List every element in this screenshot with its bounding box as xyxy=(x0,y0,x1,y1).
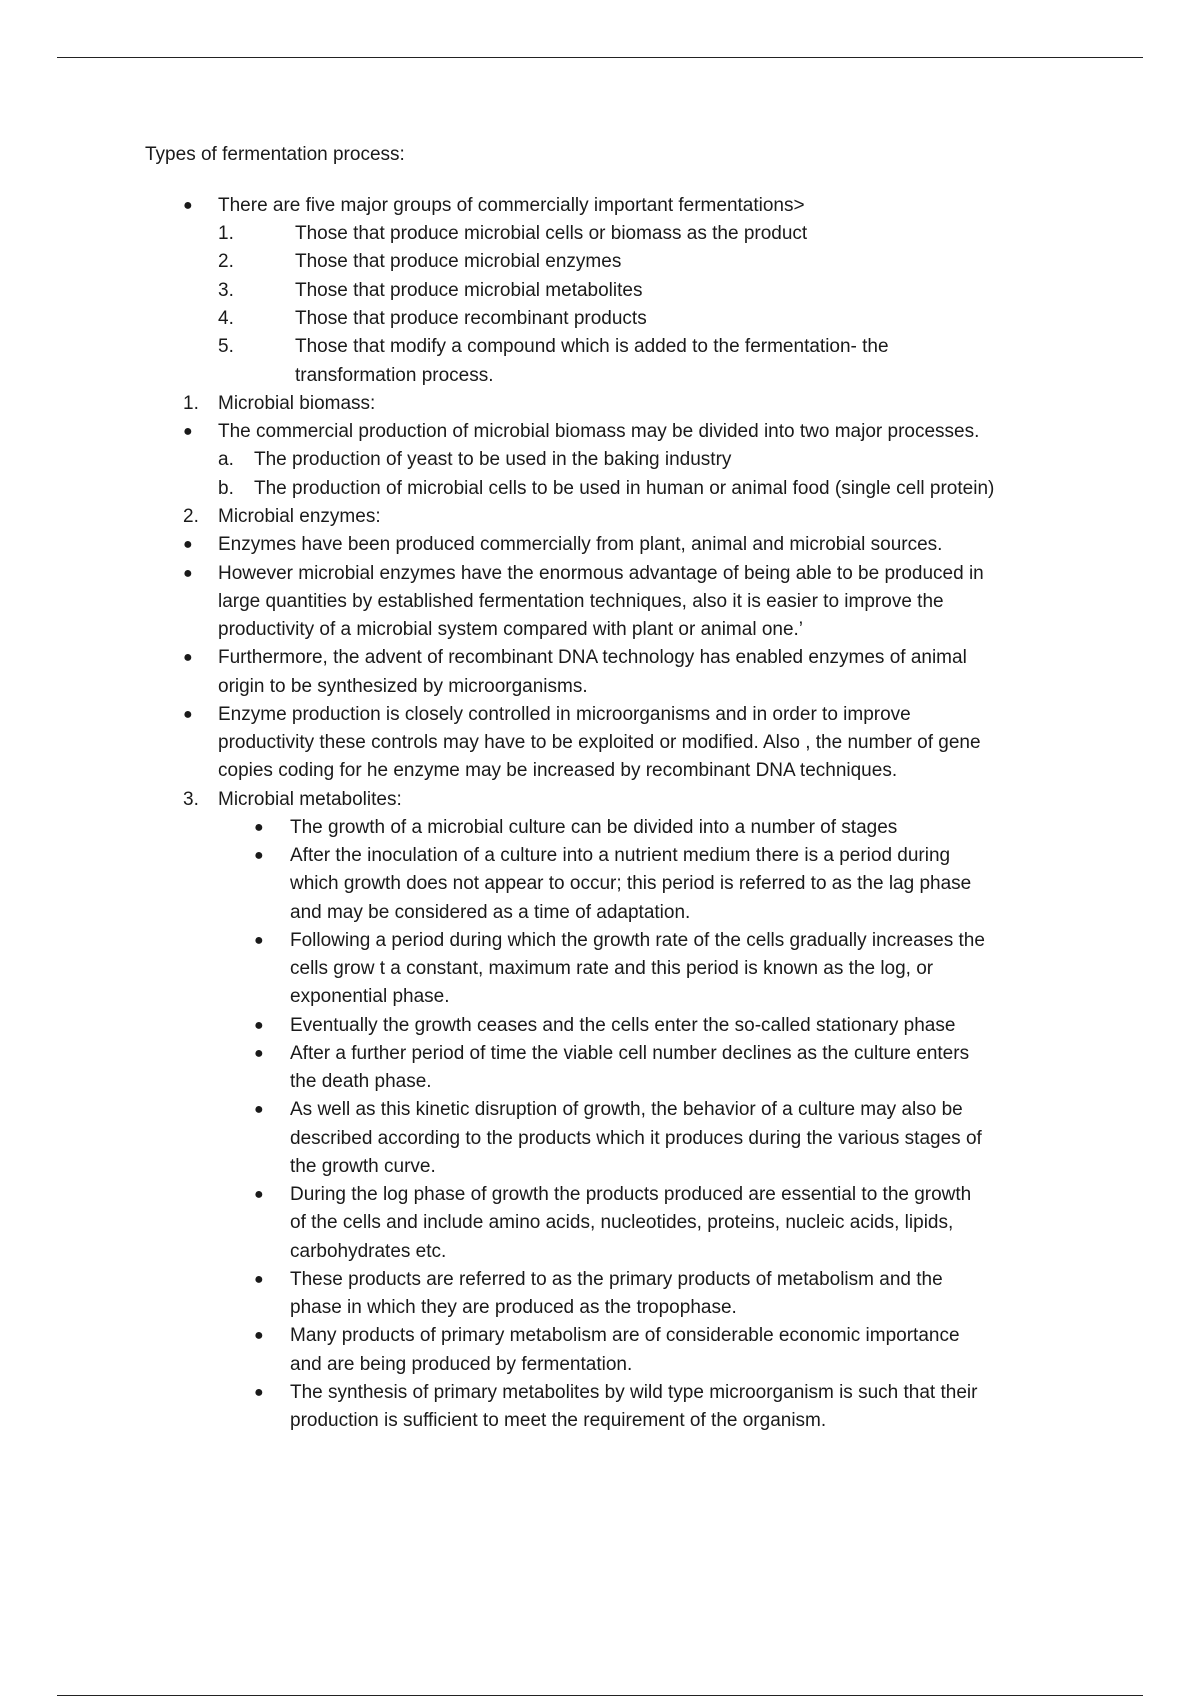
list-item-continuation: carbohydrates etc. xyxy=(290,1241,447,1262)
bullet-icon: ● xyxy=(254,1101,264,1118)
list-item: ● Eventually the growth ceases and the cells enter the so-called stationary phase xyxy=(0,1012,1200,1040)
list-item: 2. Those that produce microbial enzymes xyxy=(218,251,622,272)
list-item: ● As well as this kinetic disruption of growth, the behavior of a culture may also be xyxy=(0,1096,1200,1124)
bullet-icon: ● xyxy=(183,423,193,440)
list-item-continuation: transformation process. xyxy=(295,365,494,386)
section-heading: 1. Microbial biomass: xyxy=(183,393,376,414)
bullet-icon: ● xyxy=(254,1271,264,1288)
list-item: ● After a further period of time the viable cell number declines as the culture enters xyxy=(0,1040,1200,1068)
bullet-icon: ● xyxy=(254,1045,264,1062)
list-item: ● However microbial enzymes have the enormous advantage of being able to be produced in xyxy=(0,560,1200,588)
list-item: ● These products are referred to as the primary products of metabolism and the xyxy=(0,1266,1200,1294)
list-item-continuation: cells grow t a constant, maximum rate and this period is known as the log, or xyxy=(290,958,934,979)
list-item: ● The commercial production of microbial biomass may be divided into two major processes. xyxy=(0,418,1200,446)
list-item-continuation: phase in which they are produced as the tropophase. xyxy=(290,1297,737,1318)
list-item-continuation: productivity of a microbial system compared with plant or animal one.’ xyxy=(218,619,804,640)
list-item: ● The growth of a microbial culture can be divided into a number of stages xyxy=(0,814,1200,842)
list-item: ● Many products of primary metabolism are of considerable economic importance xyxy=(0,1322,1200,1350)
list-item: 3. Those that produce microbial metabolites xyxy=(218,280,643,301)
list-item-continuation: production is sufficient to meet the requirement of the organism. xyxy=(290,1410,827,1431)
list-item: ● During the log phase of growth the products produced are essential to the growth xyxy=(0,1181,1200,1209)
list-item-continuation: the death phase. xyxy=(290,1071,432,1092)
list-item: 1. Those that produce microbial cells or biomass as the product xyxy=(218,223,808,244)
list-item-continuation: and may be considered as a time of adaptation. xyxy=(290,902,691,923)
bullet-icon: ● xyxy=(254,1017,264,1034)
list-item-continuation: origin to be synthesized by microorganisms. xyxy=(218,676,588,697)
list-item: ● Enzyme production is closely controlled in microorganisms and in order to improve xyxy=(0,701,1200,729)
list-item: a. The production of yeast to be used in the baking industry xyxy=(218,449,732,470)
list-item: 5. Those that modify a compound which is added to the fermentation- the xyxy=(218,336,889,357)
list-item: 4. Those that produce recombinant products xyxy=(218,308,647,329)
list-item-continuation: copies coding for he enzyme may be increased by recombinant DNA techniques. xyxy=(218,760,898,781)
bullet-icon: ● xyxy=(183,197,193,214)
bullet-icon: ● xyxy=(254,932,264,949)
header-rule xyxy=(57,57,1143,58)
list-item-continuation: large quantities by established fermentation techniques, also it is easier to improve the xyxy=(218,591,944,612)
list-item-continuation: which growth does not appear to occur; this period is referred to as the lag phase xyxy=(290,873,972,894)
list-item-continuation: the growth curve. xyxy=(290,1156,436,1177)
page-title: Types of fermentation process: xyxy=(145,144,405,165)
bullet-icon: ● xyxy=(254,819,264,836)
footer-rule xyxy=(57,1695,1143,1696)
list-item: ● Enzymes have been produced commercially from plant, animal and microbial sources. xyxy=(0,531,1200,559)
bullet-icon: ● xyxy=(254,1327,264,1344)
list-item-continuation: exponential phase. xyxy=(290,986,450,1007)
list-item: ● After the inoculation of a culture into a nutrient medium there is a period during xyxy=(0,842,1200,870)
list-item-continuation: of the cells and include amino acids, nucleotides, proteins, nucleic acids, lipids, xyxy=(290,1212,954,1233)
list-item-continuation: described according to the products which it produces during the various stages of xyxy=(290,1128,982,1149)
bullet-icon: ● xyxy=(254,1384,264,1401)
section-heading: 3. Microbial metabolites: xyxy=(183,789,402,810)
list-item: ● Following a period during which the growth rate of the cells gradually increases the xyxy=(0,927,1200,955)
list-item: b. The production of microbial cells to be used in human or animal food (single cell protein) xyxy=(218,478,995,499)
bullet-icon: ● xyxy=(183,565,193,582)
bullet-icon: ● xyxy=(254,1186,264,1203)
bullet-icon: ● xyxy=(183,536,193,553)
list-item-continuation: and are being produced by fermentation. xyxy=(290,1354,633,1375)
bullet-icon: ● xyxy=(183,706,193,723)
bullet-icon: ● xyxy=(254,847,264,864)
list-item: ● The synthesis of primary metabolites by wild type microorganism is such that their xyxy=(0,1379,1200,1407)
section-heading: 2. Microbial enzymes: xyxy=(183,506,381,527)
list-item: ● There are five major groups of commercially important fermentations> xyxy=(0,192,1200,220)
list-item-continuation: productivity these controls may have to be exploited or modified. Also , the number of gene xyxy=(218,732,981,753)
bullet-icon: ● xyxy=(183,649,193,666)
list-item: ● Furthermore, the advent of recombinant DNA technology has enabled enzymes of animal xyxy=(0,644,1200,672)
